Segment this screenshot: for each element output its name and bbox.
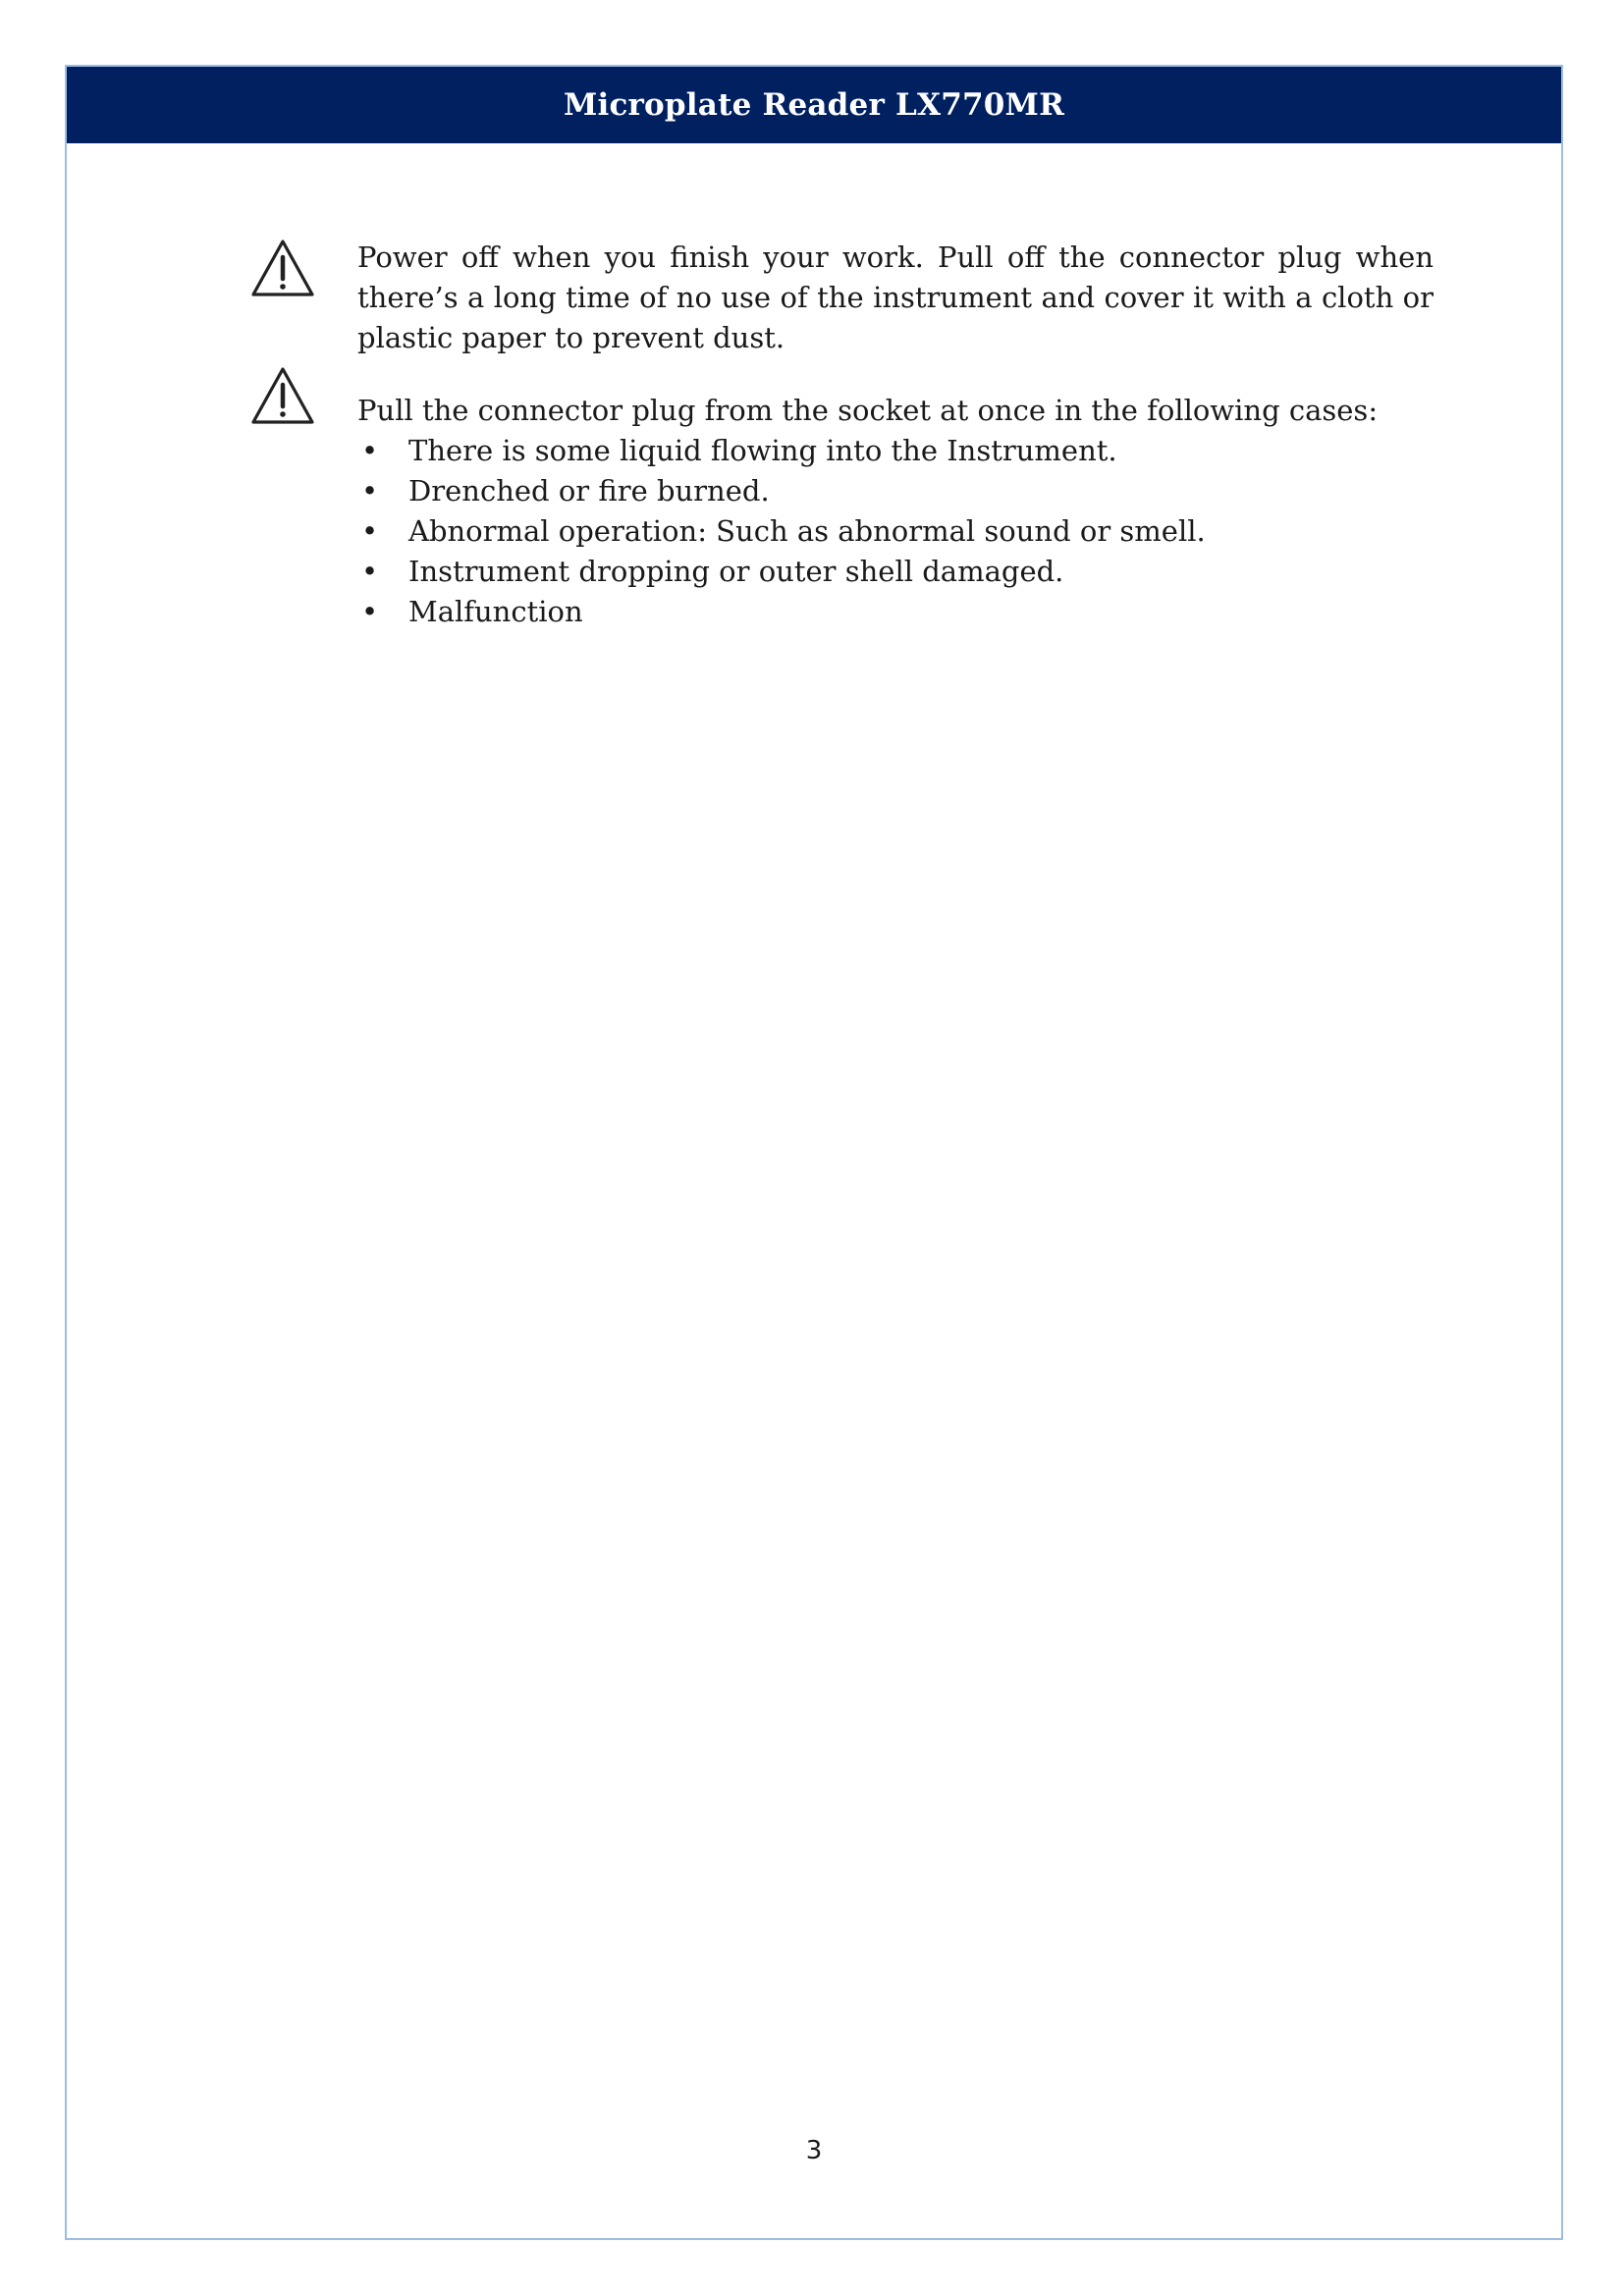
page-number: 3	[805, 2136, 823, 2165]
bullet-icon: •	[361, 514, 379, 548]
bullet-list	[357, 431, 1434, 632]
page-frame	[65, 65, 1563, 2240]
list-item-text: Malfunction	[408, 595, 583, 628]
list-item	[357, 552, 1434, 592]
bullet-icon: •	[361, 555, 379, 588]
header-bar	[67, 67, 1561, 143]
warning-text-pull-plug	[357, 391, 1434, 632]
list-item-text: Abnormal operation: Such as abnormal sound or smell.	[408, 514, 1206, 548]
list-item	[357, 592, 1434, 632]
bullet-icon: •	[361, 595, 379, 628]
list-item	[357, 431, 1434, 471]
warning-text-power-off	[357, 238, 1434, 358]
bullet-icon: •	[361, 474, 379, 507]
list-item-text: Instrument dropping or outer shell damaged.	[408, 555, 1064, 588]
list-item-text: Drenched or fire burned.	[408, 474, 770, 507]
warning-paragraph: Power off when you finish your work. Pull off the connector plug when there’s a long time of no use of the instrument and cover it with a cloth or plastic paper to prevent dust.	[357, 240, 1434, 354]
list-item	[357, 511, 1434, 552]
warning-intro: Pull the connector plug from the socket at once in the following cases:	[357, 394, 1379, 427]
list-item	[357, 471, 1434, 511]
bullet-icon: •	[361, 434, 379, 467]
warning-triangle-icon	[249, 238, 316, 298]
document-title: Microplate Reader LX770MR	[563, 87, 1065, 123]
list-item-text: There is some liquid flowing into the Instrument.	[408, 434, 1117, 467]
warning-triangle-icon	[249, 365, 316, 426]
